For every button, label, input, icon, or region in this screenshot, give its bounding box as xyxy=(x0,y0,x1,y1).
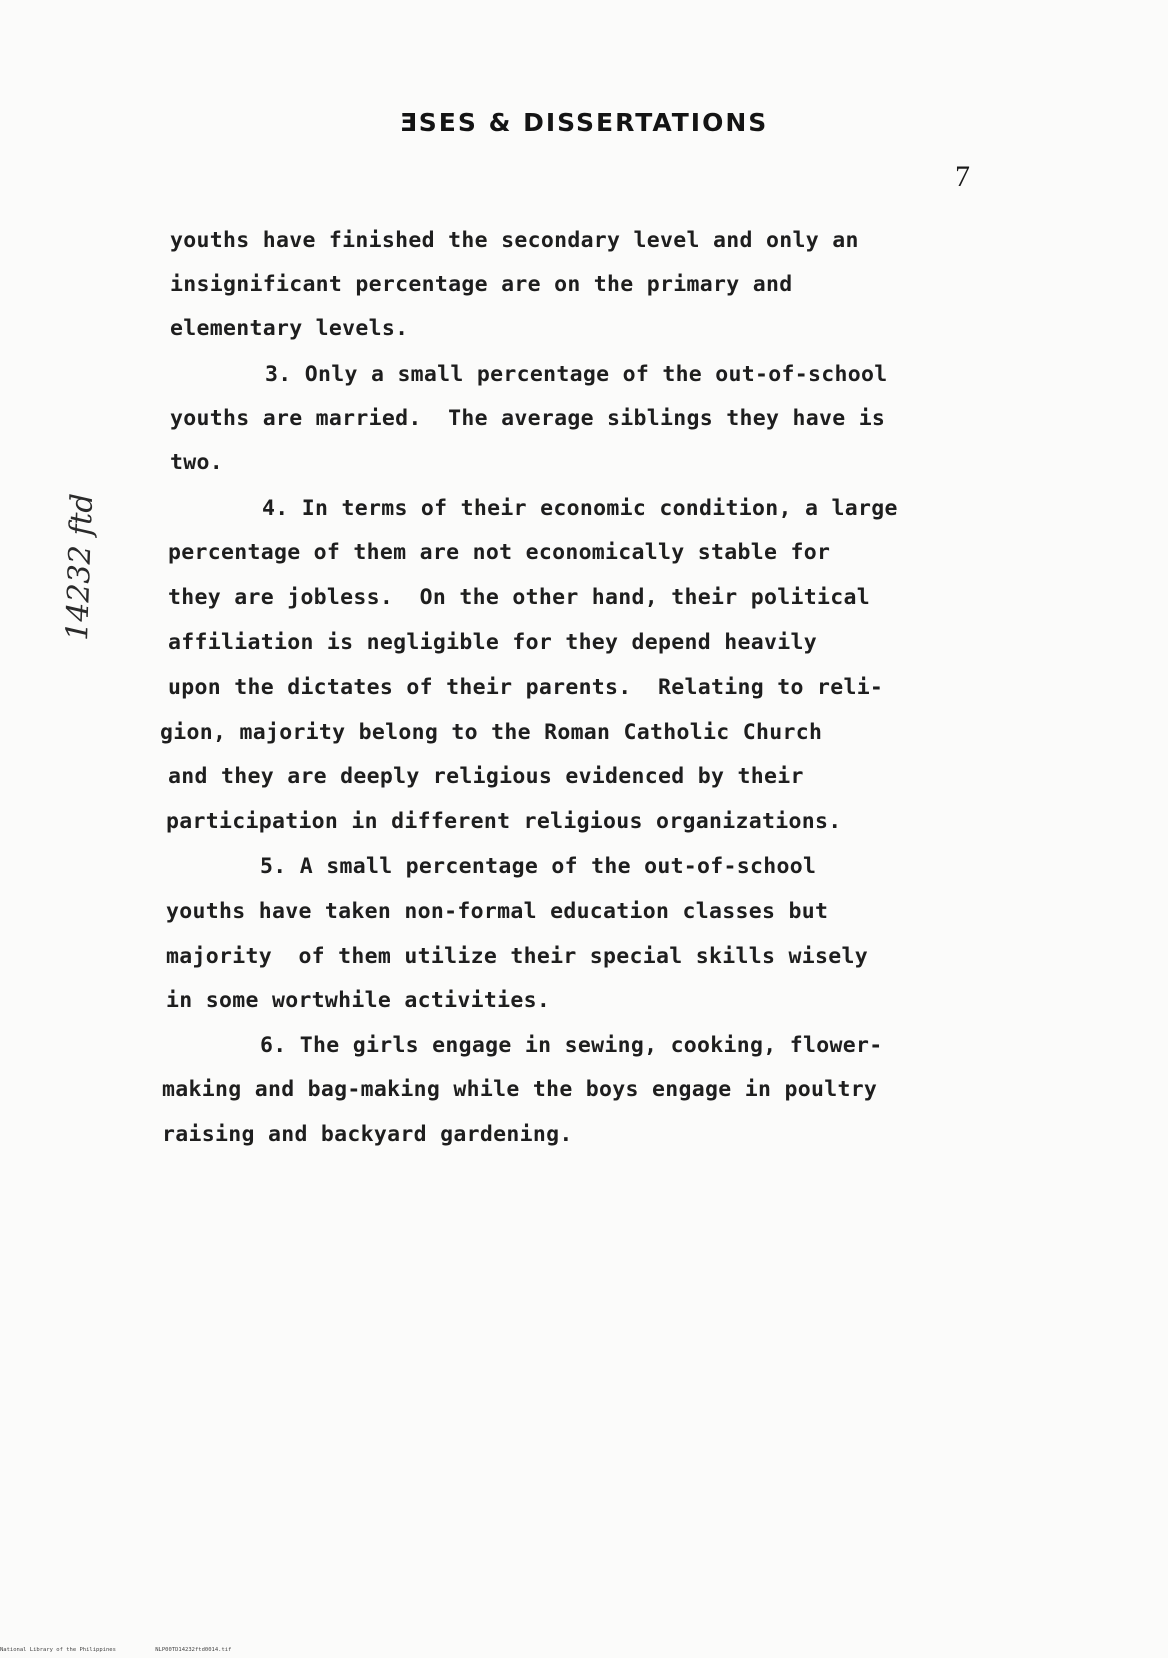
footer-file-id: NLP00TD14232ftd0014.tif xyxy=(155,1647,232,1653)
text-line: majority of them utilize their special skills wisely xyxy=(166,944,868,969)
text-line: 3. Only a small percentage of the out-of-school xyxy=(265,362,888,387)
text-line: youths have taken non-formal education classes but xyxy=(166,899,829,924)
text-line: affiliation is negligible for they depend heavily xyxy=(168,630,817,655)
text-line: 6. The girls engage in sewing, cooking, flower- xyxy=(260,1033,883,1058)
text-line: and they are deeply religious evidenced by their xyxy=(168,764,804,789)
text-line: percentage of them are not economically stable for xyxy=(168,540,831,565)
text-line: they are jobless. On the other hand, their political xyxy=(168,585,870,610)
handwritten-margin-note: 14232 ftd xyxy=(60,492,101,642)
text-line: raising and backyard gardening. xyxy=(162,1122,573,1147)
text-line: insignificant percentage are on the primary and xyxy=(170,272,793,297)
text-line: youths are married. The average siblings they have is xyxy=(170,406,886,431)
page-number: 7 xyxy=(955,160,970,193)
text-line: 5. A small percentage of the out-of-school xyxy=(260,854,817,879)
text-line: participation in different religious organizations. xyxy=(166,809,842,834)
text-line: youths have finished the secondary level and only an xyxy=(170,228,859,253)
text-line: 4. In terms of their economic condition, a large xyxy=(262,496,898,521)
scan-footer xyxy=(0,1647,267,1653)
text-line: upon the dictates of their parents. Relating to reli- xyxy=(168,675,884,700)
text-line: elementary levels. xyxy=(170,316,409,341)
theses-dissertations-stamp: ƎSES & DISSERTATIONS xyxy=(399,108,769,137)
text-line: two. xyxy=(170,450,223,475)
text-line: gion, majority belong to the Roman Catholic Church xyxy=(160,720,823,745)
footer-source: National Library of the Philippines xyxy=(0,1647,116,1653)
text-line: making and bag-making while the boys engage in poultry xyxy=(162,1077,878,1102)
text-line: in some wortwhile activities. xyxy=(166,988,551,1013)
